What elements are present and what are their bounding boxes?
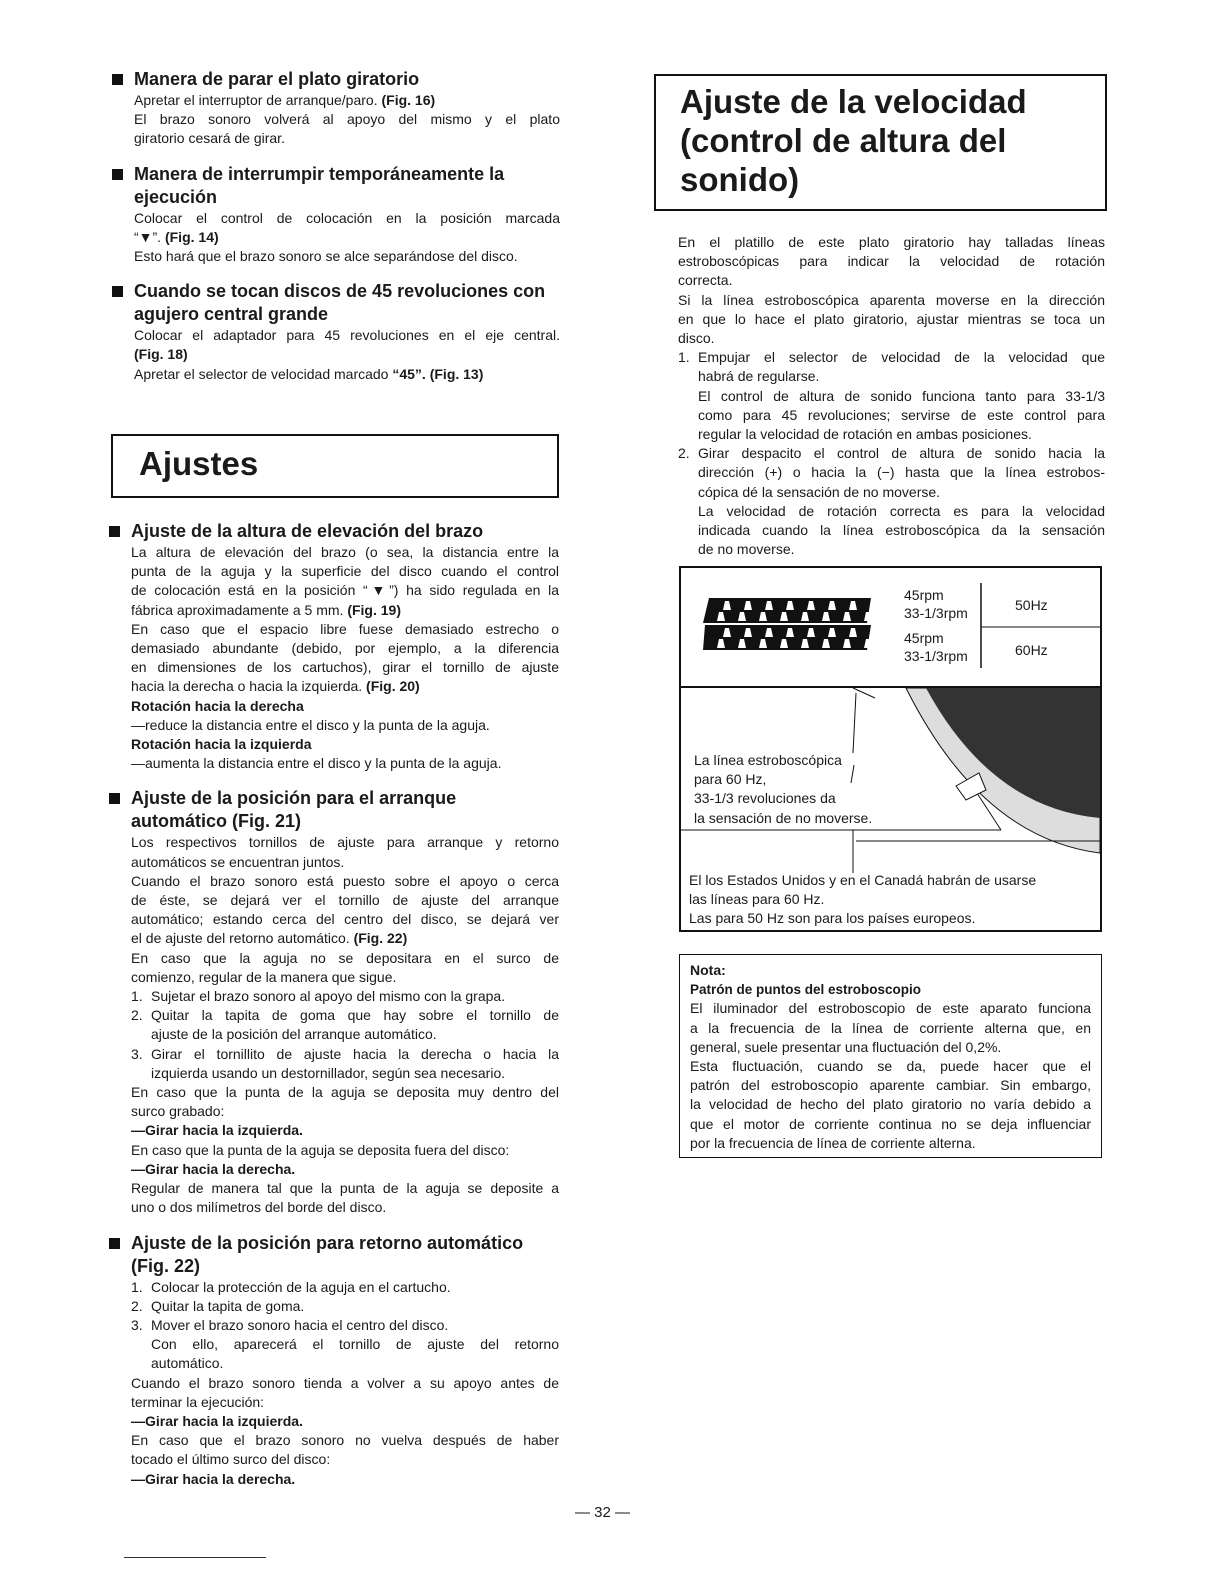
text-line	[131, 1064, 559, 1083]
text-line	[678, 271, 1105, 290]
text-line	[134, 110, 560, 129]
line-text: automáticos se encuentran juntos.	[131, 853, 345, 870]
rpm-label: 33-1/3rpm	[904, 605, 968, 621]
text-line	[678, 483, 1105, 502]
bold-reference: (Fig. 19)	[347, 601, 401, 618]
nota-body	[690, 999, 1091, 1153]
callout-line: para 60 Hz,	[694, 771, 767, 788]
section	[131, 1232, 559, 1489]
heading-line: Manera de interrumpir temporáneamente la	[134, 163, 505, 184]
text-line	[131, 1198, 559, 1217]
line-text: Los respectivos tornillos de ajuste para arranque y retorno	[131, 834, 559, 851]
text-line	[131, 562, 559, 581]
line-text: Con ello, aparecerá el tornillo de ajuste del retorno	[151, 1336, 559, 1353]
rpm-label: 45rpm	[904, 630, 944, 646]
bullet-square-icon	[109, 1238, 120, 1249]
line-text: automático.	[151, 1355, 224, 1372]
text-line	[678, 387, 1105, 406]
text-line	[131, 833, 559, 852]
bullet-square-icon	[112, 169, 123, 180]
text-line	[131, 987, 559, 1006]
text-line	[131, 1374, 559, 1393]
ajustes-title: Ajustes	[139, 445, 259, 482]
line-text: la velocidad de hecho del plato giratorio no varía debido a	[690, 1096, 1091, 1113]
bold-reference: —Girar hacia la derecha.	[131, 1160, 296, 1177]
section	[131, 787, 559, 1217]
list-number: 2.	[131, 1007, 143, 1024]
right-column-body	[678, 233, 1105, 559]
line-text: Mover el brazo sonoro hacia el centro del disco.	[151, 1316, 449, 1333]
line-text: de no moverse.	[698, 541, 795, 558]
line-text: comienzo, regular de la manera que sigue.	[131, 968, 397, 985]
heading-line: Ajuste de la posición para retorno automático	[131, 1232, 524, 1253]
list-number: 1.	[131, 988, 143, 1005]
line-text: punta de la aguja y la superficie del disco cuando el control	[131, 563, 559, 580]
text-line	[131, 754, 559, 773]
text-line	[678, 367, 1105, 386]
callout-line: La línea estroboscópica	[694, 752, 842, 768]
text-line	[134, 345, 560, 364]
heading-line: automático (Fig. 21)	[131, 811, 302, 832]
list-number: 1.	[131, 1278, 143, 1295]
text-line	[131, 1335, 559, 1354]
line-text: Colocar la protección de la aguja en el cartucho.	[151, 1278, 451, 1295]
bold-reference: (Fig. 14)	[164, 228, 219, 245]
caption-line: las líneas para 60 Hz.	[689, 891, 825, 908]
line-text: “▼”.	[134, 228, 165, 245]
line-text: Esto hará que el brazo sonoro se alce separándose del disco.	[134, 248, 518, 265]
text-line	[690, 1019, 1091, 1038]
hz-label-60: 60Hz	[1015, 642, 1048, 658]
line-text: Girar el tornillito de ajuste hacia la derecha o hacia la	[151, 1045, 559, 1062]
line-text: Quitar la tapita de goma que hay sobre el tornillo de	[151, 1007, 559, 1024]
line-text: En caso que la punta de la aguja se deposita fuera del disco:	[131, 1141, 510, 1158]
caption-line: El los Estados Unidos y en el Canadá habrán de usarse	[689, 872, 1037, 888]
line-text: Apretar el selector de velocidad marcado	[134, 365, 393, 382]
nota-subtitle: Patrón de puntos del estroboscopio	[690, 982, 922, 998]
line-text: dirección (+) o hacia la (−) hasta que la línea estrobos-	[698, 464, 1105, 481]
line-text: por la frecuencia de línea de corriente alterna.	[690, 1134, 976, 1151]
text-line	[131, 1316, 559, 1335]
line-text: La velocidad de rotación correcta es para la velocidad	[698, 502, 1105, 519]
text-line	[131, 677, 559, 696]
text-line	[131, 968, 559, 987]
text-line	[131, 658, 559, 677]
line-text: indicada cuando la línea estroboscópica da la sensación	[698, 522, 1105, 539]
heading-line: Manera de parar el plato giratorio	[134, 69, 420, 89]
section-heading	[107, 787, 559, 833]
line-text: disco.	[678, 330, 715, 347]
text-line	[678, 540, 1105, 559]
strobe-caption	[689, 871, 1036, 929]
line-text: En el platillo de este plato giratorio hay talladas líneas	[678, 234, 1105, 250]
line-text: giratorio cesará de girar.	[134, 130, 285, 147]
line-text: cópica dé la sensación de no moverse.	[698, 483, 941, 500]
text-line	[134, 247, 560, 266]
text-line	[131, 1141, 559, 1160]
strobe-diagram	[679, 566, 1102, 932]
text-line	[690, 1076, 1091, 1095]
section-heading	[107, 1232, 559, 1278]
text-line	[690, 1057, 1091, 1076]
text-line	[131, 620, 559, 639]
line-text: en dimensiones de los cartuchos), girar el tornillo de ajuste	[131, 659, 559, 676]
line-text: El iluminador del estroboscopio de este aparato funciona	[690, 1000, 1091, 1017]
bold-reference: Rotación hacia la derecha	[131, 697, 304, 714]
line-text: Quitar la tapita de goma.	[151, 1297, 305, 1314]
section	[134, 68, 560, 149]
text-line	[690, 1134, 1091, 1153]
text-line	[131, 601, 559, 620]
text-line	[678, 406, 1105, 425]
line-text: fábrica aproximadamente a 5 mm.	[131, 601, 348, 618]
text-line	[131, 735, 559, 754]
text-line	[131, 1160, 559, 1179]
callout-line: la sensación de no moverse.	[694, 809, 873, 826]
line-text: La altura de elevación del brazo (o sea, la distancia entre la	[131, 544, 559, 560]
text-line	[131, 1354, 559, 1373]
text-line	[131, 1470, 559, 1489]
line-text: —aumenta la distancia entre el disco y la punta de la aguja.	[131, 755, 502, 772]
heading-line: Cuando se tocan discos de 45 revoluciones con	[134, 281, 546, 302]
line-text: Empujar el selector de velocidad de la velocidad que	[698, 349, 1105, 366]
velocidad-title-line: (control de altura del	[680, 122, 1007, 159]
line-text: de éste, se dejará ver el tornillo de ajuste del arranque	[131, 892, 559, 909]
line-text: el de ajuste del retorno automático.	[131, 930, 354, 947]
bold-reference: (Fig. 22)	[353, 930, 408, 947]
text-line	[678, 425, 1105, 444]
line-text: En caso que el espacio libre fuese demasiado estrecho o	[131, 620, 559, 637]
list-number: 3.	[131, 1045, 143, 1062]
rpm-label: 33-1/3rpm	[904, 648, 968, 664]
line-text: ajuste de la posición del arranque automático.	[151, 1026, 437, 1043]
text-line	[131, 891, 559, 910]
bold-reference: —Girar hacia la izquierda.	[131, 1122, 303, 1139]
line-text: Si la línea estroboscópica aparenta moverse en la dirección	[678, 291, 1105, 308]
text-line	[131, 1121, 559, 1140]
text-line	[134, 228, 560, 247]
text-line	[131, 910, 559, 929]
text-line	[131, 639, 559, 658]
text-line	[678, 444, 1105, 463]
list-number: 3.	[131, 1316, 143, 1333]
text-line	[690, 1095, 1091, 1114]
section	[131, 520, 559, 773]
line-text: regular la velocidad de rotación en ambas posiciones.	[698, 426, 1032, 443]
heading-line: Ajuste de la altura de elevación del brazo	[131, 521, 484, 541]
left-column-top	[134, 68, 560, 398]
line-text: estroboscópicas para indicar la velocidad de rotación	[678, 253, 1105, 270]
line-text: terminar la ejecución:	[131, 1393, 265, 1410]
callout-line: 33-1/3 revoluciones da	[694, 790, 836, 807]
text-line	[131, 1278, 559, 1297]
list-number: 1.	[678, 349, 690, 366]
heading-line: (Fig. 22)	[131, 1255, 201, 1276]
text-line	[134, 91, 560, 110]
line-text: En caso que el brazo sonoro no vuelva después de haber	[131, 1432, 559, 1449]
text-line	[131, 697, 559, 716]
line-text: correcta.	[678, 272, 733, 289]
text-line	[678, 310, 1105, 329]
bold-reference: (Fig. 18)	[134, 346, 188, 363]
text-line	[131, 1179, 559, 1198]
text-line	[131, 1297, 559, 1316]
strobe-callout	[694, 751, 872, 828]
line-text: general, suele presentar una fluctuación del 0,2%.	[690, 1038, 1002, 1055]
text-line	[131, 929, 559, 948]
velocidad-title-line: Ajuste de la velocidad	[680, 83, 1027, 120]
line-text: —reduce la distancia entre el disco y la punta de la aguja.	[131, 716, 490, 733]
bold-reference: —Girar hacia la izquierda.	[131, 1412, 303, 1429]
text-line	[678, 291, 1105, 310]
line-text: Esta fluctuación, cuando se da, puede hacer que el	[690, 1058, 1091, 1075]
text-line	[678, 329, 1105, 348]
velocidad-title-box	[654, 74, 1107, 211]
ajustes-title-box	[111, 434, 559, 498]
heading-line: Ajuste de la posición para el arranque	[131, 788, 457, 809]
bold-reference: Rotación hacia la izquierda	[131, 736, 312, 753]
bullet-square-icon	[112, 286, 123, 297]
strobe-dot	[870, 601, 878, 610]
line-text: Sujetar el brazo sonoro al apoyo del mismo con la grapa.	[151, 988, 506, 1005]
line-text: Regular de manera tal que la punta de la aguja se deposite a	[131, 1180, 559, 1197]
bullet-square-icon	[112, 74, 123, 85]
text-line	[678, 521, 1105, 540]
nota-title: Nota:	[690, 962, 726, 978]
line-text: En caso que la punta de la aguja se deposita muy dentro del	[131, 1084, 559, 1101]
text-line	[134, 365, 560, 384]
line-text: en que lo hace el plato giratorio, ajustar mientras se toca un	[678, 310, 1105, 327]
hz-label-50: 50Hz	[1015, 597, 1048, 613]
section-heading	[107, 520, 559, 543]
line-text: demasiado abundante (debido, por ejemplo, a la diferencia	[131, 640, 559, 657]
bold-reference: “45”. (Fig. 13)	[392, 365, 484, 382]
line-text: izquierda usando un destornillador, según sea necesario.	[151, 1064, 506, 1081]
line-text: Apretar el interruptor de arranque/paro.	[134, 92, 382, 108]
text-line	[134, 209, 560, 228]
nota-box	[679, 954, 1102, 1158]
footnote-rule	[124, 1557, 266, 1558]
line-text: El brazo sonoro volverá al apoyo del mismo y el plato	[134, 111, 560, 128]
text-line	[690, 1115, 1091, 1134]
heading-line: agujero central grande	[134, 304, 329, 325]
text-line	[678, 252, 1105, 271]
bold-reference: (Fig. 20)	[366, 678, 420, 695]
velocidad-title-line: sonido)	[680, 161, 800, 198]
text-line	[678, 463, 1105, 482]
line-text: surco grabado:	[131, 1103, 225, 1120]
list-number: 2.	[131, 1297, 143, 1314]
list-number: 2.	[678, 445, 690, 462]
line-text: habrá de regularse.	[698, 368, 820, 385]
bullet-square-icon	[109, 793, 120, 804]
line-text: patrón del estroboscopio aparente cambiar. Sin embargo,	[690, 1077, 1091, 1094]
line-text: En caso que la aguja no se depositara en el surco de	[131, 949, 559, 966]
bold-reference: —Girar hacia la derecha.	[131, 1470, 296, 1487]
line-text: a la frecuencia de la línea de corriente alterna que, en	[690, 1019, 1091, 1036]
text-line	[131, 872, 559, 891]
text-line	[131, 1450, 559, 1469]
caption-line: Las para 50 Hz son para los países europeos.	[689, 910, 976, 927]
section-heading	[110, 68, 560, 91]
line-text: Colocar el adaptador para 45 revoluciones en el eje central.	[134, 327, 560, 344]
left-column-bottom	[131, 520, 559, 1503]
text-line	[131, 543, 559, 562]
heading-line: ejecución	[134, 186, 218, 207]
text-line	[134, 326, 560, 345]
line-text: Colocar el control de colocación en la posición marcada	[134, 209, 560, 226]
line-text: de colocación está en la posición “▼”) ha sido regulada en la	[131, 582, 559, 599]
strobe-pattern	[703, 598, 878, 650]
line-text: automático; estando cerca del centro del disco, se dejará ver	[131, 911, 559, 928]
rpm-label: 45rpm	[904, 587, 944, 603]
text-line	[131, 716, 559, 735]
line-text: tocado el último surco del disco:	[131, 1451, 331, 1468]
line-text: uno o dos milímetros del borde del disco.	[131, 1199, 387, 1216]
text-line	[131, 1045, 559, 1064]
text-line	[690, 999, 1091, 1018]
line-text: Girar despacito el control de altura de sonido hacia la	[698, 445, 1105, 462]
section	[134, 280, 560, 384]
text-line	[131, 1025, 559, 1044]
text-line	[678, 348, 1105, 367]
text-line	[131, 1393, 559, 1412]
line-text: que el motor de corriente continua no se deja influenciar	[690, 1115, 1091, 1132]
page-number: — 32 —	[575, 1504, 631, 1521]
line-text: Cuando el brazo sonoro tienda a volver a su apoyo antes de	[131, 1374, 559, 1391]
text-line	[131, 1412, 559, 1431]
text-line	[134, 129, 560, 148]
text-line	[131, 1006, 559, 1025]
line-text: El control de altura de sonido funciona tanto para 33-1/3	[698, 387, 1105, 404]
text-line	[131, 853, 559, 872]
bold-reference: (Fig. 16)	[381, 92, 436, 108]
text-line	[131, 1102, 559, 1121]
text-line	[690, 1038, 1091, 1057]
line-text: hacia la derecha o hacia la izquierda.	[131, 678, 367, 695]
text-line	[131, 581, 559, 600]
text-line	[678, 233, 1105, 252]
text-line	[131, 1431, 559, 1450]
text-line	[131, 949, 559, 968]
text-line	[678, 502, 1105, 521]
line-text: como para 45 revoluciones; servirse de este control para	[698, 406, 1105, 423]
section-heading	[110, 280, 560, 326]
bullet-square-icon	[109, 526, 120, 537]
section	[134, 163, 560, 267]
line-text: Cuando el brazo sonoro está puesto sobre el apoyo o cerca	[131, 872, 559, 889]
strobe-dot	[870, 628, 878, 637]
text-line	[131, 1083, 559, 1102]
section-heading	[110, 163, 560, 209]
